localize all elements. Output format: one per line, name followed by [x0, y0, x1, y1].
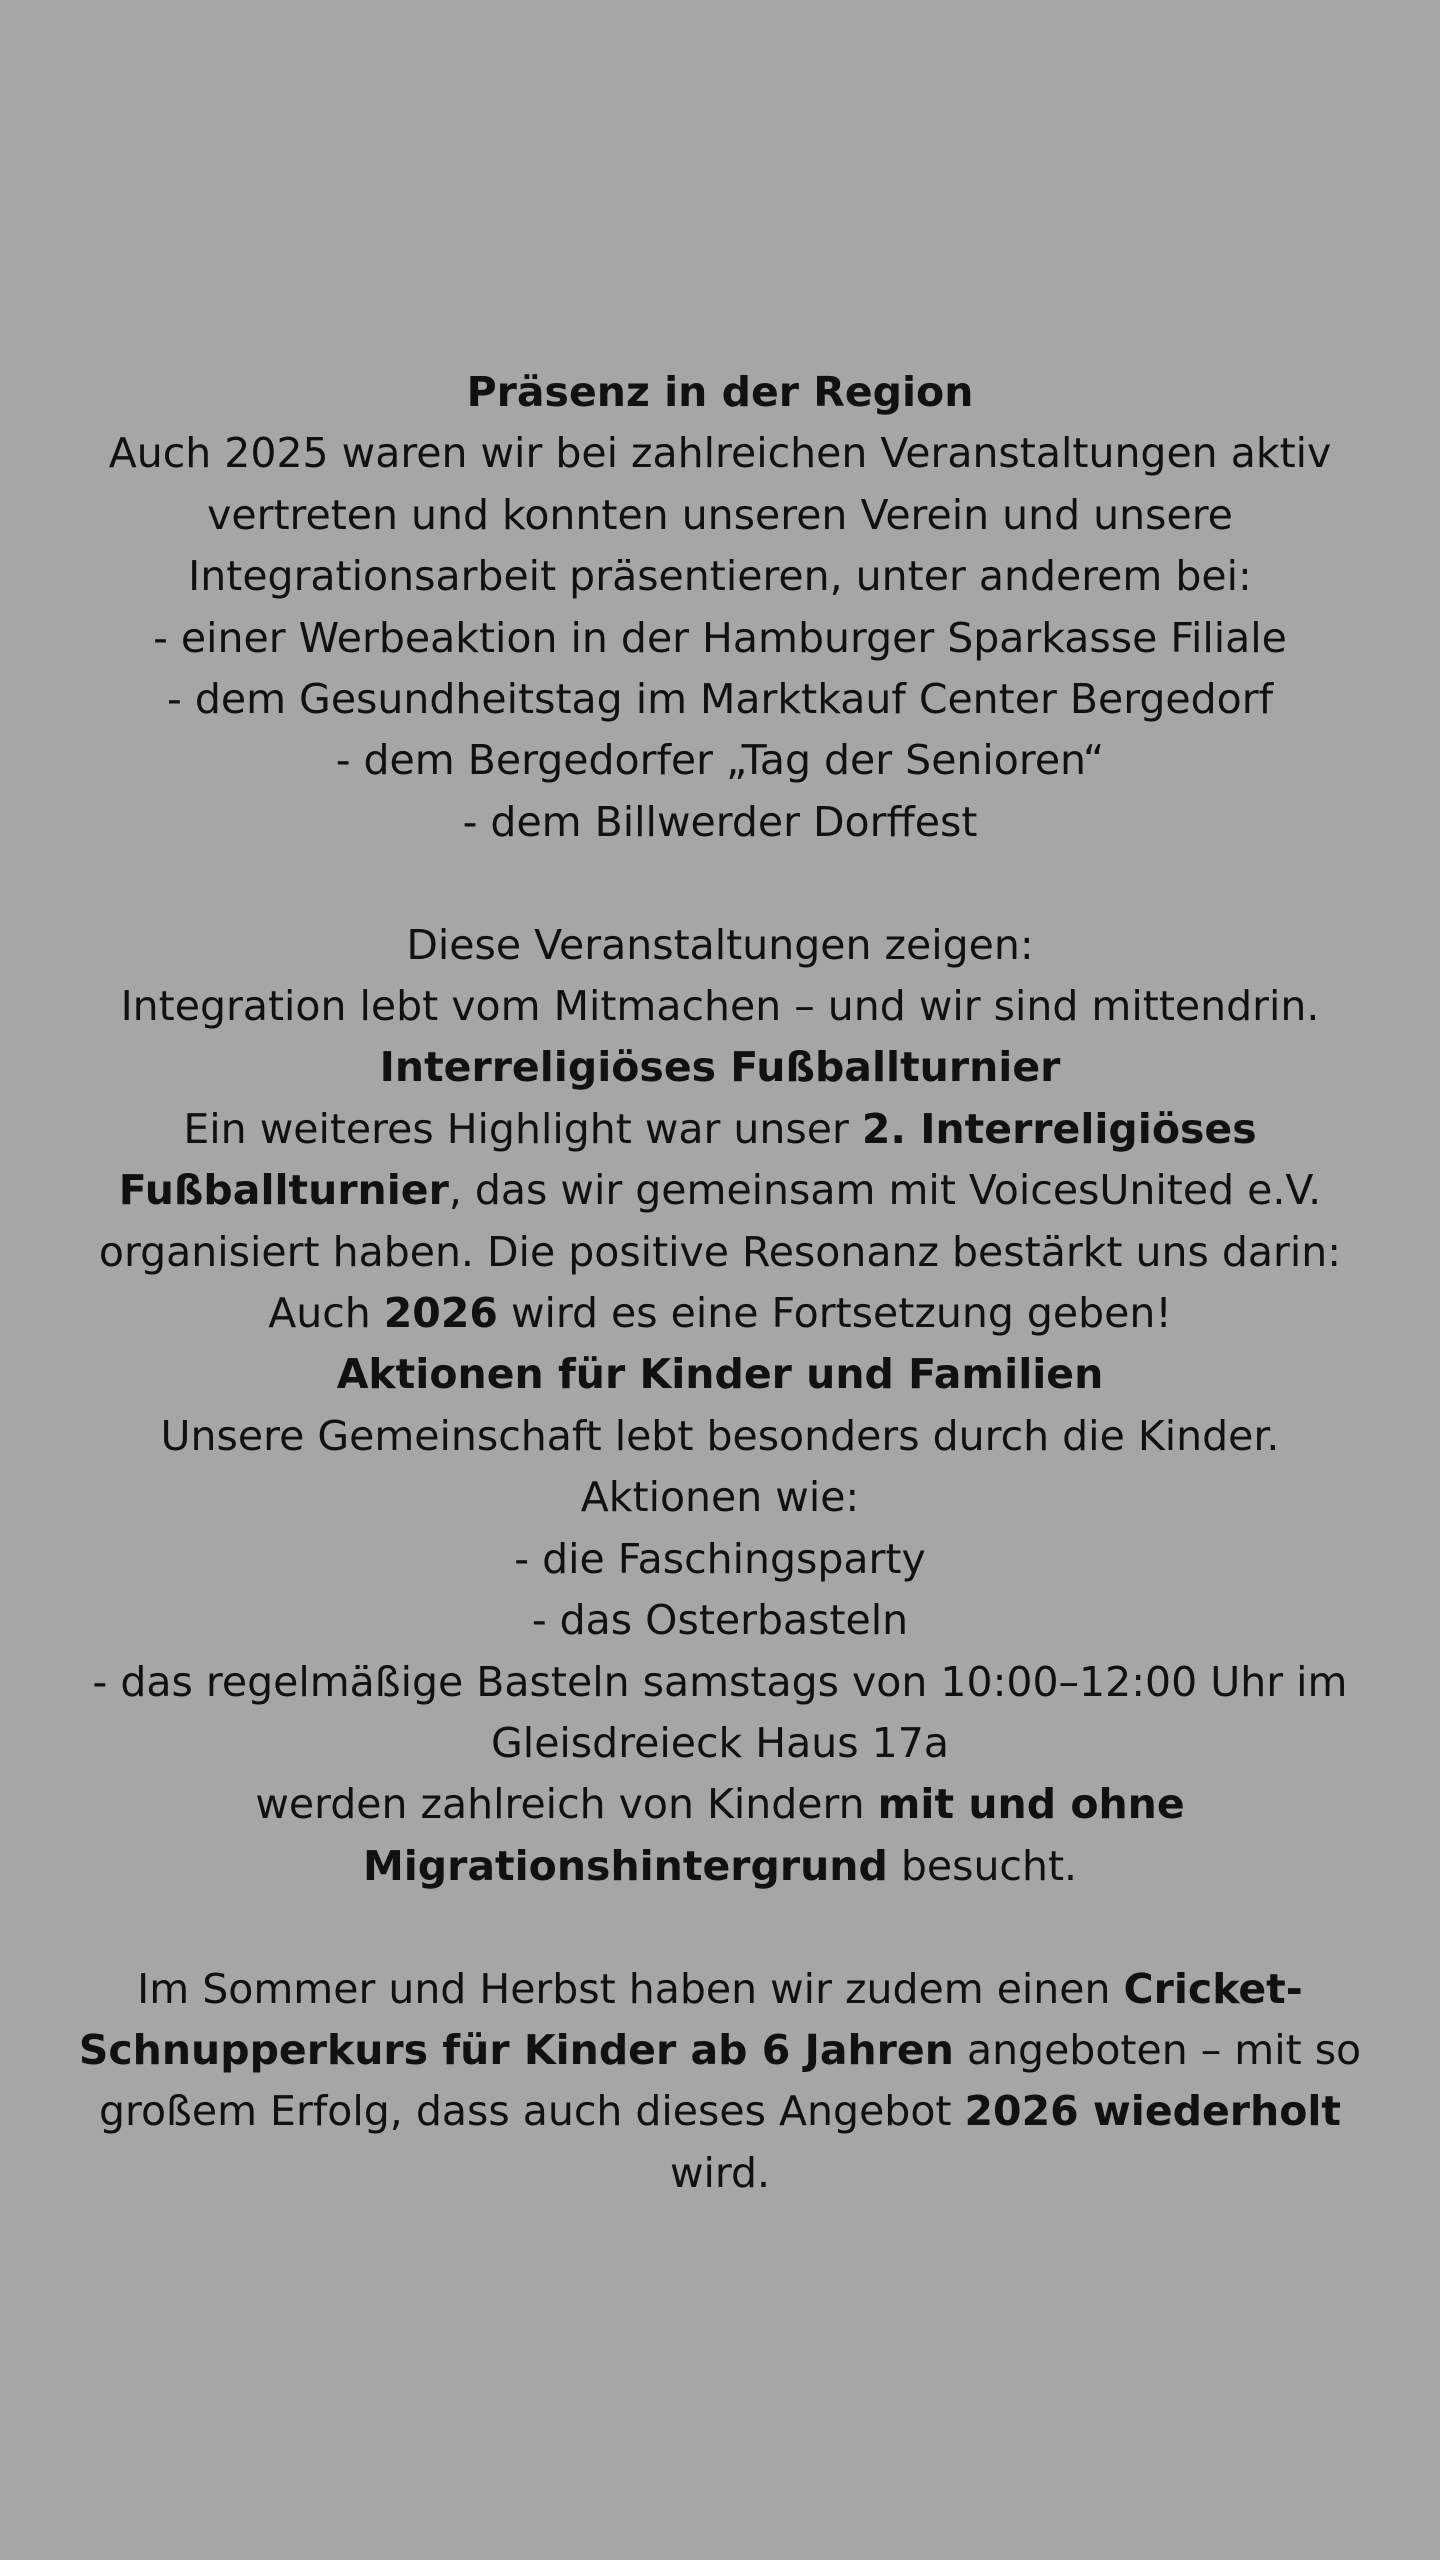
bold-segment: Schnupperkurs für Kinder ab 6 Jahren [78, 2025, 954, 2074]
text-segment: Ein weiteres Highlight war unser [183, 1104, 862, 1153]
list-item: - einer Werbeaktion in der Hamburger Sparkasse Filiale [153, 613, 1287, 662]
bold-segment: Fußballturnier [118, 1166, 449, 1215]
text-segment: wird es eine Fortsetzung geben! [497, 1289, 1172, 1338]
text-line: organisiert haben. Die positive Resonanz bestärkt uns darin: [98, 1227, 1342, 1276]
text-line: wird. [669, 2148, 771, 2197]
text-segment: großem Erfolg, dass auch dieses Angebot [98, 2087, 965, 2136]
text-line: vertreten und konnten unseren Verein und unsere [207, 490, 1233, 539]
text-segment: besucht. [887, 1841, 1078, 1890]
text-line [60, 2081, 1380, 2142]
bold-segment: Migrationshintergrund [362, 1841, 888, 1890]
list-item: - dem Billwerder Dorffest [462, 797, 978, 846]
text-line [60, 1774, 1380, 1835]
text-segment: , das wir gemeinsam mit VoicesUnited e.V. [448, 1166, 1322, 1215]
list-item: - die Faschingsparty [514, 1534, 926, 1583]
text-line: Diese Veranstaltungen zeigen: [406, 920, 1034, 969]
paragraph-spacer [60, 853, 1380, 914]
list-item: - das regelmäßige Basteln samstags von 10:00–12:00 Uhr im [92, 1657, 1348, 1706]
text-line [60, 1959, 1380, 2020]
bold-segment: mit und ohne [877, 1780, 1185, 1829]
text-segment: Im Sommer und Herbst haben wir zudem einen [137, 1964, 1124, 2013]
bold-segment: Cricket- [1123, 1964, 1303, 2013]
text-line: Integration lebt vom Mitmachen – und wir sind mittendrin. [120, 982, 1320, 1031]
text-line [60, 1836, 1380, 1897]
document-body [60, 362, 1380, 2204]
text-line [60, 1160, 1380, 1221]
bold-segment: 2026 wiederholt [964, 2087, 1342, 2136]
bold-segment: 2026 [383, 1289, 498, 1338]
text-line [60, 1283, 1380, 1344]
text-segment: angeboten – mit so [953, 2025, 1362, 2074]
text-line [60, 1099, 1380, 1160]
list-item: - das Osterbasteln [531, 1596, 909, 1645]
heading-fussballturnier: Interreligiöses Fußballturnier [379, 1043, 1061, 1092]
list-item: - dem Gesundheitstag im Marktkauf Center Bergedorf [167, 675, 1273, 724]
heading-kinder-familien: Aktionen für Kinder und Familien [336, 1350, 1104, 1399]
list-item: - dem Bergedorfer „Tag der Senioren“ [335, 736, 1105, 785]
text-line: Unsere Gemeinschaft lebt besonders durch die Kinder. [160, 1411, 1280, 1460]
bold-segment: 2. Interreligiöses [861, 1104, 1257, 1153]
text-line: Auch 2025 waren wir bei zahlreichen Veranstaltungen aktiv [108, 429, 1332, 478]
heading-praesenz: Präsenz in der Region [466, 368, 974, 416]
text-line [60, 2020, 1380, 2081]
text-line: Integrationsarbeit präsentieren, unter anderem bei: [188, 552, 1252, 601]
text-segment: werden zahlreich von Kindern [255, 1780, 878, 1829]
text-line: Aktionen wie: [580, 1473, 860, 1522]
text-line: Gleisdreieck Haus 17a [491, 1718, 949, 1767]
text-segment: Auch [268, 1289, 384, 1338]
paragraph-spacer [60, 1897, 1380, 1958]
